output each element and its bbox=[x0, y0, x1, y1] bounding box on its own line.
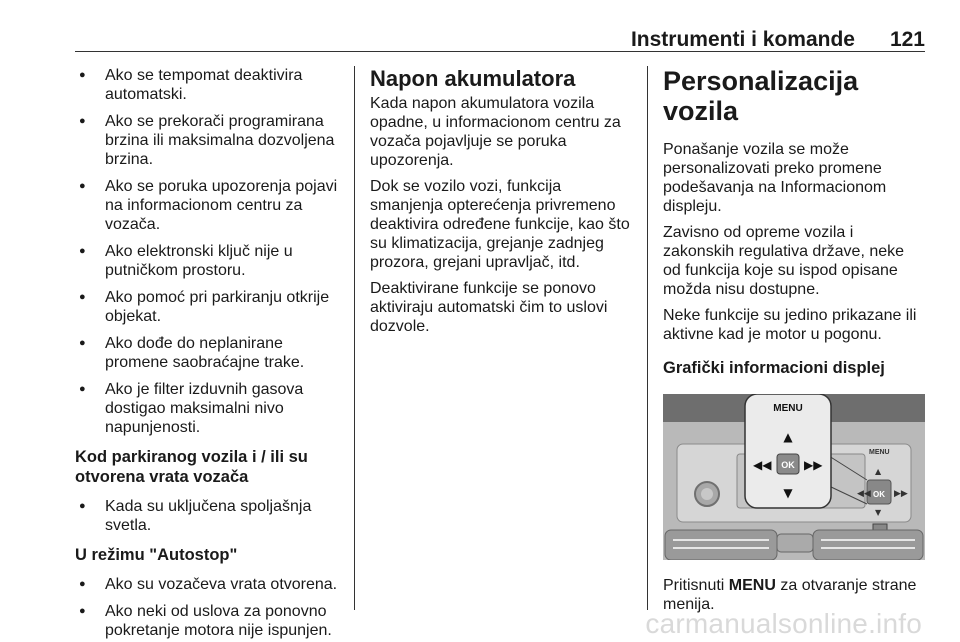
column-divider-1 bbox=[354, 66, 355, 610]
small-rewind-icon: ◀◀ bbox=[857, 489, 871, 499]
column-divider-2 bbox=[647, 66, 648, 610]
small-forward-icon: ▶▶ bbox=[894, 489, 908, 499]
small-ok-label: OK bbox=[873, 490, 885, 499]
list-item: ● Ako neki od uslova za ponovno pokretanje motora nije ispunjen. bbox=[75, 602, 345, 640]
paragraph: Neke funkcije su jedino prikazane ili aktivne kad je motor u pogonu. bbox=[663, 307, 917, 343]
list-item: ● Kada su uključena spoljašnja svetla. bbox=[75, 497, 345, 535]
heading-battery-voltage: Napon akumulatora bbox=[370, 66, 576, 91]
header-rule bbox=[75, 51, 925, 52]
list-item: ● Ako pomoć pri parkiranju otkrije objekat. bbox=[75, 288, 345, 326]
heading-graphic-display: Grafički informacioni displej bbox=[663, 359, 885, 377]
paragraph: Ponašanje vozila se može personalizovati preko promene podešavanja na Informacionom displeju. bbox=[663, 141, 887, 215]
forward-icon: ▶▶ bbox=[804, 458, 823, 472]
list-item: ● Ako se prekorači programirana brzina ili maksimalna dozvoljena brzina. bbox=[75, 112, 345, 169]
page-header bbox=[75, 28, 925, 52]
up-arrow-icon: ▲ bbox=[783, 430, 793, 444]
header-title: Instrumenti i komande bbox=[630, 28, 855, 51]
paragraph: Kada napon akumulatora vozila opadne, u informacionom centru za vozača pojavljuje se poruka upozorenja. bbox=[370, 95, 621, 169]
bullet-list-top bbox=[75, 66, 345, 437]
small-down-icon: ▼ bbox=[875, 508, 882, 517]
paragraph: Deaktivirane funkcije se ponovo aktiviraju automatski čim to uslovi dozvole. bbox=[370, 280, 608, 335]
down-arrow-icon: ▼ bbox=[783, 486, 793, 500]
watermark: carmanualsonline.info bbox=[645, 608, 922, 639]
paragraph: Dok se vozilo vozi, funkcija smanjenja opterećenja privremeno deaktivira određene funkcije, kao što su klimatizacija, grejanje zadnjeg prozora, grejani upravljač, itd. bbox=[370, 178, 630, 271]
list-item: ● Ako se tempomat deaktivira automatski. bbox=[75, 66, 345, 104]
column-3 bbox=[663, 66, 925, 621]
column-1 bbox=[75, 66, 345, 642]
heading-personalization: Personalizacija vozila bbox=[663, 66, 859, 126]
menu-keyword: MENU bbox=[728, 577, 776, 594]
menu-label: MENU bbox=[773, 403, 803, 414]
small-menu-label: MENU bbox=[869, 449, 890, 456]
ok-label: OK bbox=[781, 460, 795, 470]
list-item: ● Ako elektronski ključ nije u putničkom prostoru. bbox=[75, 242, 345, 280]
list-item: ● Ako je filter izduvnih gasova dostigao maksimalni nivo napunjenosti. bbox=[75, 380, 345, 437]
paragraph: Zavisno od opreme vozila i zakonskih regulativa države, neke od funkcija koje su ispod opisane možda nisu dostupne. bbox=[663, 224, 905, 298]
page-number: 121 bbox=[889, 28, 925, 51]
bullet-list-autostop bbox=[75, 575, 345, 640]
dashboard-drawing bbox=[663, 394, 925, 560]
dashboard-illustration bbox=[663, 394, 925, 560]
text-run: za otvaranje strane menija. bbox=[663, 577, 917, 613]
small-up-icon: ▲ bbox=[875, 467, 882, 476]
rewind-icon: ◀◀ bbox=[753, 458, 772, 472]
heading-autostop: U režimu "Autostop" bbox=[75, 546, 238, 564]
list-item: ● Ako se poruka upozorenja pojavi na informacionom centru za vozača. bbox=[75, 177, 345, 234]
bullet-list-parked bbox=[75, 497, 345, 535]
list-item: ● Ako dođe do neplanirane promene saobraćajne trake. bbox=[75, 334, 345, 372]
heading-parked: Kod parkiranog vozila i / ili su otvorena vrata vozača bbox=[75, 448, 308, 486]
list-item: ● Ako su vozačeva vrata otvorena. bbox=[75, 575, 345, 594]
column-2 bbox=[370, 66, 632, 343]
text-run: Pritisnuti bbox=[663, 577, 729, 594]
